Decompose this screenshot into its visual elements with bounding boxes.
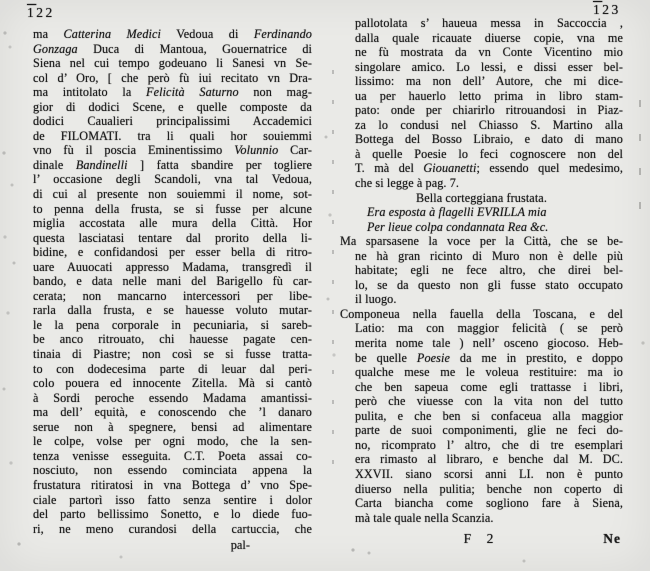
text-line: il luogo. xyxy=(355,292,397,307)
text-line: dodici Caualieri principalissimi Accademici xyxy=(33,114,312,129)
text-line: pato: onde per chiarirlo ritrouandosi in Piaz- xyxy=(355,103,623,118)
text-line: be quelle Poesie da me in prestito, e doppo xyxy=(355,350,623,365)
text-line: Per lieue colpa condannata Rea &c. xyxy=(367,219,549,234)
text-line: rarla dalla frusta, e se hauesse voluto mutar- xyxy=(33,303,312,318)
text-line: cerata; non mancarno intercessori per libe- xyxy=(33,288,312,303)
left-column-lines xyxy=(33,27,312,536)
text-line: lissimo: ma non dell’ Autore, che mi dice- xyxy=(355,74,623,89)
text-line: lo, se da questo non gli fusse stato occupato xyxy=(355,277,623,292)
text-line: to con dodecesima parte di leuar dal peri- xyxy=(33,361,312,376)
left-text-column xyxy=(33,27,312,553)
text-line: l’ occasione degli Scandoli, vna tal Vedoua, xyxy=(33,172,312,187)
text-line: dinale Bandinelli ] fatta sbandire per togliere xyxy=(33,157,313,172)
text-line: XXVII. siano scorsi anni LI. non è punto xyxy=(355,466,623,481)
text-line: le la pena corporale in pecuniaria, si sareb- xyxy=(33,317,312,332)
page-number-left: 122 xyxy=(27,5,55,20)
text-line: dalla quale ricauate diuerse copie, vna me xyxy=(355,30,623,45)
text-line: del parto bellissimo Sonetto, e lo diede fuo- xyxy=(33,507,312,522)
text-line: uare Auuocati appresso Madama, transgredì il xyxy=(33,259,312,274)
text-line: Ma sparsasene la voce per la Città, che se be- xyxy=(340,234,623,249)
text-line: che si legge à pag. 7. xyxy=(355,176,460,191)
text-line: habitate; egli ne fece altro, che direi bel- xyxy=(355,263,623,278)
text-line: le colpe, volse per ogni modo, che la sen- xyxy=(33,434,312,449)
text-line: pallotolata s’ haueua messa in Saccoccia , xyxy=(355,16,623,30)
text-line: Bella corteggiana frustata. xyxy=(416,190,547,205)
text-line: à Sordi peroche essendo Madama amantissi- xyxy=(33,390,312,405)
text-line: vno fù il poscia Eminentissimo Volunnio Car- xyxy=(33,143,312,158)
text-line: frustatura ritiratosi in vna Bottega d’ vno Spe- xyxy=(33,477,312,492)
column-gutter-marks xyxy=(332,70,334,470)
text-line: merita nome tale ) nell’ osceno giocoso. Heb- xyxy=(355,336,623,351)
text-line: be anco ritrouato, chi hauesse pagate cen- xyxy=(33,332,312,347)
text-line: era rimasto al libraro, e benche dal M. DC. xyxy=(355,452,623,467)
text-line: ma intitolato la Felicità Saturno non mag- xyxy=(33,85,312,100)
text-line: Era esposta à flagelli EVRILLA mia xyxy=(367,205,547,220)
text-line: questa lasciatasi tentare dal prorito della li- xyxy=(33,230,312,245)
text-line: za lo condusi nel Chiasso S. Martino alla xyxy=(355,117,623,132)
footer-row xyxy=(340,531,623,548)
text-line: però che viuesse con la vita non del tutto xyxy=(355,394,623,409)
page-number-right: 123 xyxy=(593,2,621,17)
text-line: ma Catterina Medici Vedoua di Ferdinando xyxy=(33,27,312,41)
text-line: mà tale quale nella Scanzia. xyxy=(355,510,494,525)
text-line: ma dell’ equità, e conoscendo che ’l danaro xyxy=(33,405,312,420)
text-line: de FILOMATI. tra li quali hor souiemmi xyxy=(33,128,312,143)
text-line: parte de suoi componimenti, glie ne feci do- xyxy=(355,423,623,438)
catchword-right: Ne xyxy=(603,531,621,547)
text-line: tinaia di Piastre; non così se si fusse tratta- xyxy=(33,347,312,362)
text-line: no, ricomprato l’ altro, che di tre esemplari xyxy=(355,437,623,452)
text-line: ri, ne meno curandosi della cartuccia, che xyxy=(33,521,312,536)
text-line: col d’ Oro, [ che però fù iui recitato vn Dra- xyxy=(33,70,312,85)
text-line: Latio: ma con maggior felicità ( se però xyxy=(355,321,623,336)
text-line: miglia accostata alle mura della Città. Hor xyxy=(33,216,312,231)
text-line: ciale partorì isso fatto senza sentire i dolor xyxy=(33,492,312,507)
text-line: gior di dodici Scene, e quelle composte da xyxy=(33,99,312,114)
text-line: pulita, e che ben si confaceua alla maggior xyxy=(355,408,623,423)
text-line: tenza venisse esseguita. C.T. Poeta assai co- xyxy=(33,448,312,463)
text-line: ua per hauerlo letto prima in libro stam- xyxy=(355,88,623,103)
text-line: ne fù mostrata da vn Conte Vicentino mio xyxy=(355,45,623,60)
text-line: diuerso nella pulitia; benche non coperto di xyxy=(355,481,623,496)
paper-speckles xyxy=(0,0,2,2)
text-line: di cui al presente non souiemmi il nome, sot- xyxy=(33,187,312,202)
text-line: qualche mese me le voleua restituire: ma io xyxy=(355,365,623,380)
text-line: Componeua nella fauella della Toscana, e del xyxy=(340,306,623,321)
text-line: nosciuto, non essendo cominciata appena la xyxy=(33,463,312,478)
text-line: ne hà gran ricinto di Muro non è delle più xyxy=(355,248,623,263)
signature-mark: F 2 xyxy=(463,531,500,547)
catchword-left: pal- xyxy=(230,538,250,553)
right-text-column xyxy=(340,16,623,548)
text-line: Carta biancha come sogliono fare à Siena, xyxy=(355,496,623,511)
text-line: à quelle Poesie lo feci cognoscere non del xyxy=(355,146,623,161)
text-line: serue non à spegnere, bensi ad alimentare xyxy=(33,419,312,434)
text-line: che ben sapeua come egli trattasse i libri, xyxy=(355,379,623,394)
text-line: to penna della frusta, se si fusse per alcune xyxy=(33,201,312,216)
text-line: Bottega del Bosso Libraio, e dato di mano xyxy=(355,132,623,147)
text-line: colo pouera ed innocente Zitella. Mà si cantò xyxy=(33,376,312,391)
text-line: singolare amico. Lo lessi, e dissi esser bel- xyxy=(355,59,623,74)
right-column-lines xyxy=(340,16,623,525)
text-line: Siena nel cui tempo godeuano li Sanesi vn Se- xyxy=(33,56,312,71)
page-edge-marks xyxy=(639,100,641,230)
text-line: bidine, e confidandosi per esser bella di ritro- xyxy=(33,245,312,260)
text-line: Gonzaga Duca di Mantoua, Gouernatrice di xyxy=(33,41,312,56)
text-line: T. mà del Giouanetti; essendo quel medesimo, xyxy=(355,161,623,176)
text-line: bando, e data nelle mani del Barigello fù car- xyxy=(33,274,312,289)
